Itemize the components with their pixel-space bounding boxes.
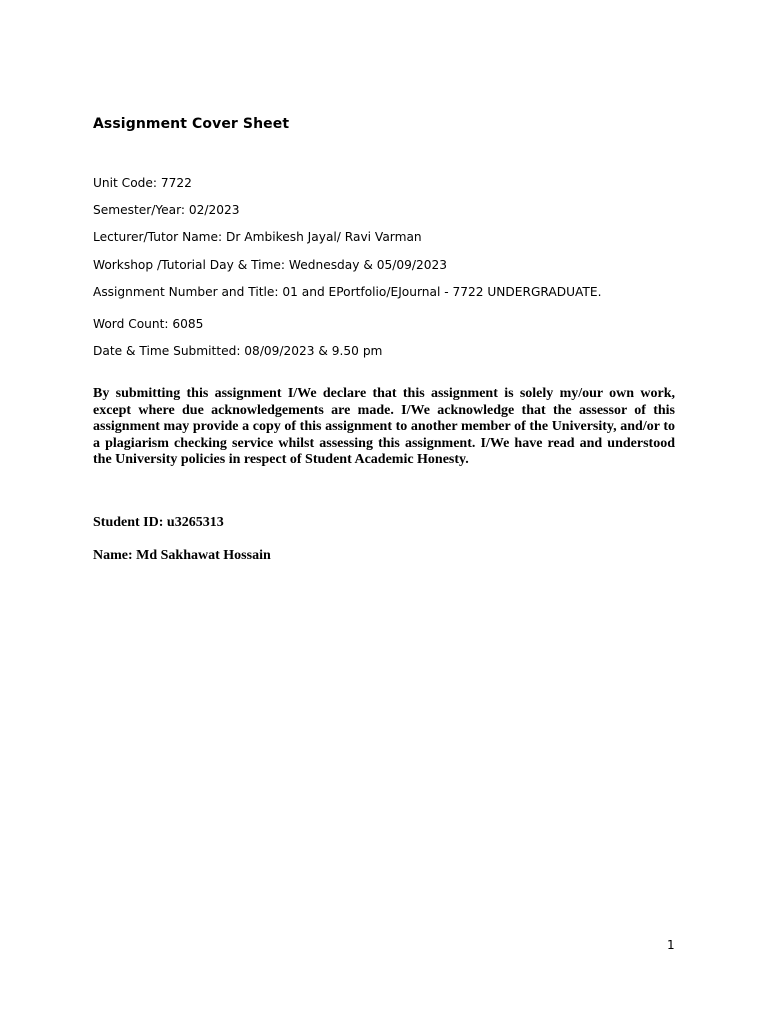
unit-code: Unit Code: 7722 [93, 176, 192, 190]
word-count: Word Count: 6085 [93, 317, 204, 331]
date-time-submitted: Date & Time Submitted: 08/09/2023 & 9.50 pm [93, 344, 383, 358]
page-number: 1 [667, 938, 675, 952]
assignment-number-title: Assignment Number and Title: 01 and EPortfolio/EJournal - 7722 UNDERGRADUATE. [93, 285, 602, 299]
lecturer-name: Lecturer/Tutor Name: Dr Ambikesh Jayal/ Ravi Varman [93, 230, 422, 244]
page-title: Assignment Cover Sheet [93, 116, 290, 132]
student-name: Name: Md Sakhawat Hossain [93, 548, 271, 563]
student-id: Student ID: u3265313 [93, 515, 224, 530]
workshop-day-time: Workshop /Tutorial Day & Time: Wednesday & 05/09/2023 [93, 258, 447, 272]
semester-year: Semester/Year: 02/2023 [93, 203, 240, 217]
declaration-paragraph: By submitting this assignment I/We declare that this assignment is solely my/our own work, except where due acknowledgements are made. I/We acknowledge that the assessor of this assignment may provide a copy of this assignment to another member of the University, and/or to a plagiarism checking service whilst assessing this assignment. I/We have read and understood the University policies in respect of Student Academic Honesty. [93, 386, 675, 467]
